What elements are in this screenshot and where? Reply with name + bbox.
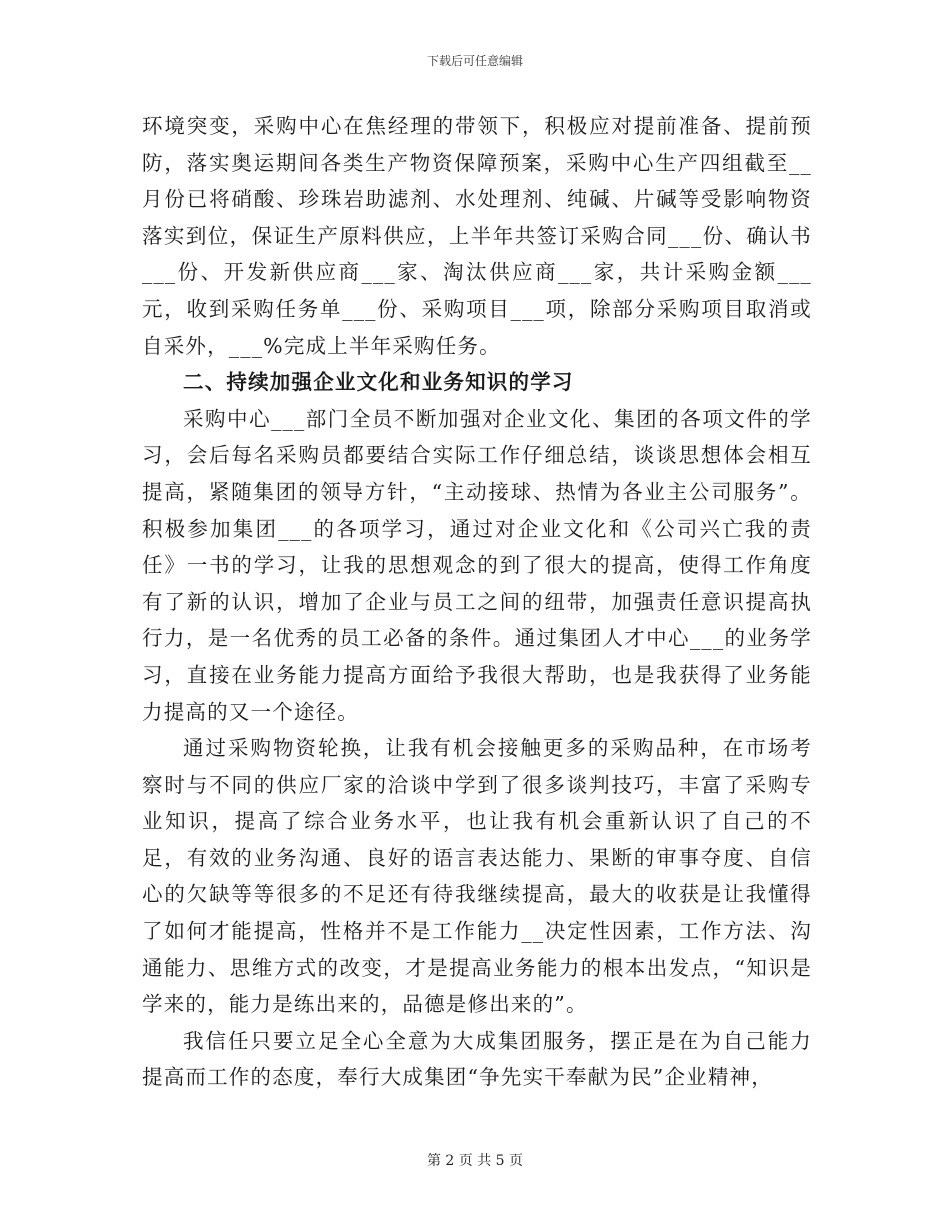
paragraph-2: 采购中心___部门全员不断加强对企业文化、集团的各项文件的学习，会后每名采购员都要结合实际工作仔细总结，谈谈思想体会相互提高，紧随集团的领导方针，“主动接球、热情为各业主公司服务”。积极参加集团___的各项学习，通过对企业文化和《公司兴亡我的责任》一书的学习，让我的思想观念的到了很大的提高，使得工作角度有了新的认识，增加了企业与员工之间的纽带，加强责任意识提高执行力，是一名优秀的员工必备的条件。通过集团人才中心___的业务学习，直接在业务能力提高方面给予我很大帮助，也是我获得了业务能力提高的又一个途径。 xyxy=(142,406,812,724)
paragraph-3: 通过采购物资轮换，让我有机会接触更多的采购品种，在市场考察时与不同的供应厂家的洽谈中学到了很多谈判技巧，丰富了采购专业知识，提高了综合业务水平，也让我有机会重新认识了自己的不足，有效的业务沟通、良好的语言表达能力、果断的审事夺度、自信心的欠缺等等很多的不足还有待我继续提高，最大的收获是让我懂得了如何才能提高，性格并不是工作能力__决定性因素，工作方法、沟通能力、思维方式的改变，才是提高业务能力的根本出发点，“知识是学来的，能力是练出来的，品德是修出来的”。 xyxy=(142,736,812,1017)
paragraph-1: 环境突变，采购中心在焦经理的带领下，积极应对提前准备、提前预防，落实奥运期间各类生产物资保障预案，采购中心生产四组截至__月份已将硝酸、珍珠岩助滤剂、水处理剂、纯碱、片碱等受影响物资落实到位，保证生产原料供应，上半年共签订采购合同___份、确认书___份、开发新供应商___家、淘汰供应商___家，共计采购金额___元，收到采购任务单___份、采购项目___项，除部分采购项目取消或自采外，___%完成上半年采购任务。 xyxy=(142,114,812,358)
header-note: 下载后可任意编辑 xyxy=(426,54,523,68)
paragraph-4: 我信任只要立足全心全意为大成集团服务，摆正是在为自己能力提高而工作的态度，奉行大成集团“争先实干奉献为民”企业精神， xyxy=(142,1028,812,1090)
page-number: 第 2 页 共 5 页 xyxy=(426,1153,524,1169)
document-body xyxy=(142,108,812,1096)
section-heading-2: 二、持续加强企业文化和业务知识的学习 xyxy=(183,370,574,395)
